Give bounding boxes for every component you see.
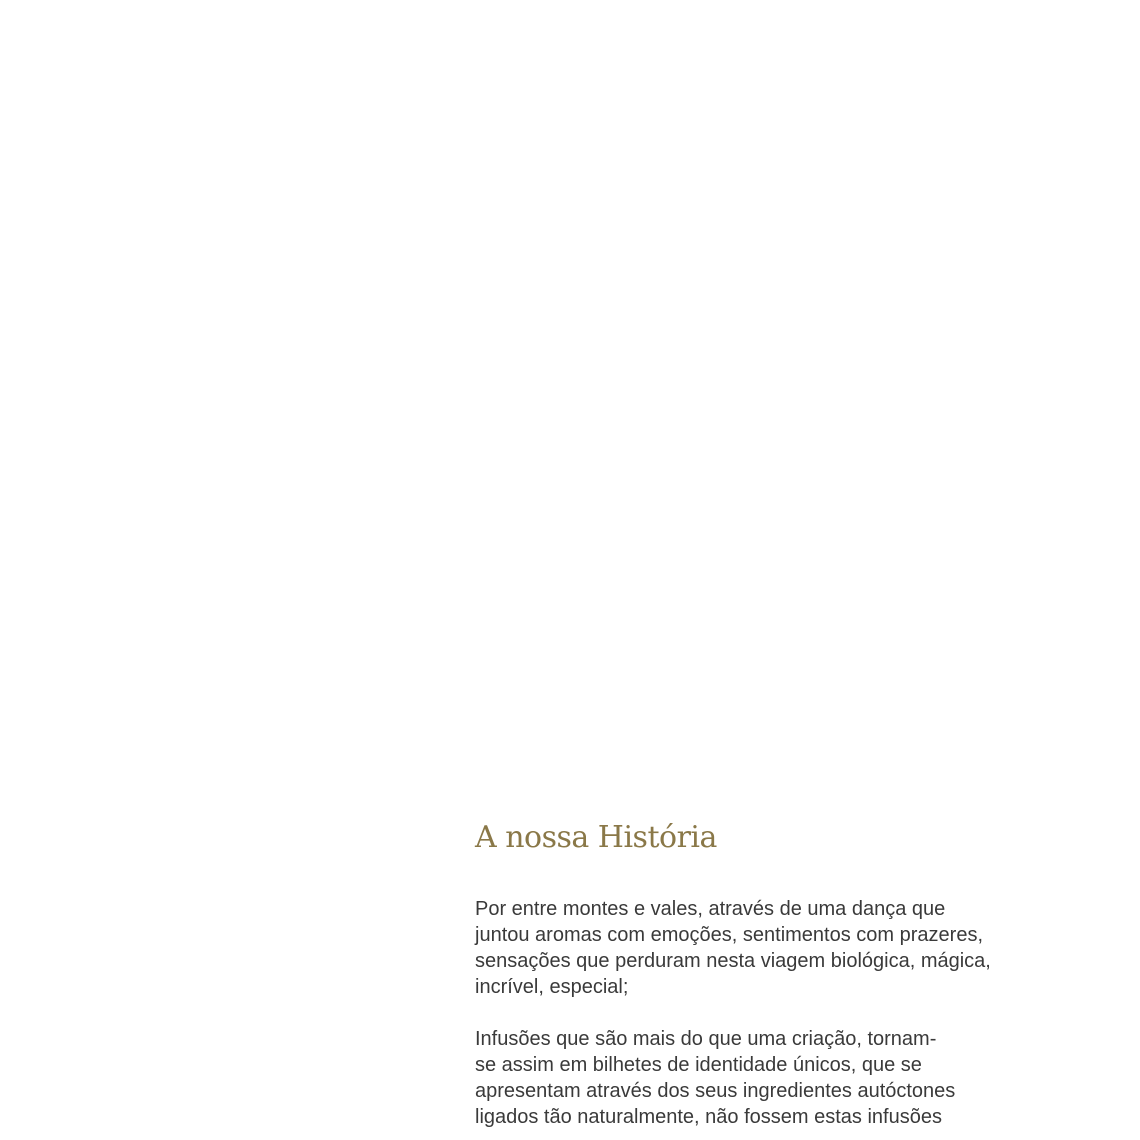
text-line: sensações que perduram nesta viagem biológica, mágica,	[475, 950, 991, 972]
text-line: Por entre montes e vales, através de uma dança que	[475, 898, 946, 920]
text-line: apresentam através dos seus ingredientes autóctones	[475, 1080, 956, 1102]
section-title: A nossa História	[475, 820, 717, 855]
story-section	[475, 818, 1050, 1130]
text-line: ligados tão naturalmente, não fossem estas infusões	[475, 1106, 942, 1128]
text-line: juntou aromas com emoções, sentimentos com prazeres,	[475, 924, 983, 946]
text-line: Infusões que são mais do que uma criação, tornam-	[475, 1028, 937, 1050]
paragraph-intro	[475, 896, 1050, 1000]
text-line: se assim em bilhetes de identidade únicos, que se	[475, 1054, 922, 1076]
paragraph-infusions	[475, 1026, 1050, 1130]
text-line: incrível, especial;	[475, 976, 629, 998]
